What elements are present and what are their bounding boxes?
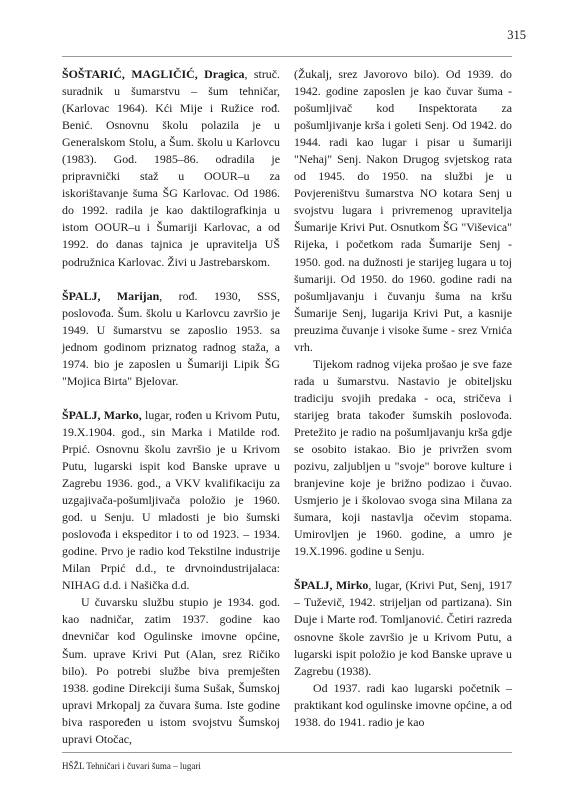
entry-paragraph: Tijekom radnog vijeka prošao je sve faze rada u šumarstvu. Nastavio je obiteljsku tradiciju svojih predaka - oca, stričeva i starijeg brata također šumskih poslovođa. Pretežito je radio na pošumljavanju krša gdje se osobito istakao. Bio je privržen svom pozivu, zaljubljen u "svoje" borove kulture i branjevine koje je brižno podizao i čuvao. Usmjerio je i školovao svoga sina Milana za šumara, koji nastavlja očevim stopama. Umirovljen je 1960. godine, a umro je 19.X.1996. godine u Senju. [294, 356, 512, 559]
entry-spalj-mirko [294, 577, 512, 679]
right-column [294, 66, 512, 731]
entry-spalj-marko [62, 407, 280, 595]
entry-paragraph: U čuvarsku službu stupio je 1934. god. kao nadničar, zatim 1937. godine kao dnevničar kod Ogulinske imovne općine, Šum. uprave Krivi Put (Alan, srez Ričiko bilo). Po potrebi službe biva premješten 1938. godine Direkciji šuma Sušak, Šumskoj upravi Mrkopalj za čuvara šuma. Iste godine biva raspoređen u istom svojstvu Šumskoj upravi Otočac, [62, 595, 280, 746]
entry-text: , struč. suradnik u šumarstvu – šum tehničar, (Karlovac 1964). Kći Mije i Ružice rođ. Benić. Osnovnu školu polazila je u Generalskom Stolu, a Šum. školu u Karlovcu (1983). God. 1985–86. odradila je pripravnički staž u OOUR–u za iskorištavanje šuma ŠG Karlovac. Od 1986. do 1992. radila je kao daktilografkinja u istom OOUR–u i Šumariji Karlovac, a od 1992. do danas tajnica je upravitelja UŠ podružnica Karlovac. Živi u Jastrebarskom. [62, 67, 280, 269]
entry-sostaric [62, 66, 280, 271]
entry-name: ŠPALJ, Marijan [62, 288, 160, 303]
entry-text: lugar, rođen u Krivom Putu, 19.X.1904. god., sin Marka i Matilde rođ. Prpić. Osnovnu školu završio je u Krivom Putu, lugarski ispit kod Banske uprave u Zagrebu 1936. god., a VKV kvalifikaciju za uzgajivača-pošumljivača položio je 1960. god. u Senju. U mladosti je bio šumski poslovođa i ekspeditor i to od 1923. – 1934. godine. Prvo je radio kod Tekstilne industrije Milan Prpić d.d., te drvnoindustrijalaca: NIHAG d.d. i Našička d.d. [62, 407, 280, 593]
entry-continuation: (Žukalj, srez Javorovo bilo). Od 1939. do 1942. godine zaposlen je kao čuvar šuma - pošumljivač kod Inspektorata za pošumljivanje krša i goleti Senj. Od 1942. do 1944. radi kao lugar i pisar u šumariji "Nehaj" Senj. Nakon Drugog svjetskog rata od 1945. do 1950. na službi je u Povjereništvu šumarstva NO kotara Senj u svojstvu lugara i privremenog upravitelja Šumarije Krivi Put. Osnutkom ŠG "Viševica" Rijeka, i početkom rada Šumarije Senj - 1950. god. na dužnosti je starijeg lugara u toj šumariji. Od 1950. do 1960. godine radi na pošumljavanju i čuvanju šuma na kršu Šumarije Senj, lugarija Krivi Put, a kasnije preuzima čuvanje i visoke šume - srez Vrnića vrh. [294, 67, 512, 354]
page-number: 315 [507, 28, 526, 42]
entry-text: , lugar, (Krivi Put, Senj, 1917 – Tuževič, 1942. strijeljan od partizana). Sin Duje i Marte rođ. Tomljanović. Četiri razreda osnovne škole završio je u Krivom Putu, a lugarski ispit položio je kod Banske uprave u Zagrebu (1938). [294, 578, 513, 678]
left-column [62, 66, 280, 748]
top-rule [62, 56, 512, 57]
bottom-rule [62, 752, 512, 753]
entry-name: ŠPALJ, Marko, [62, 407, 142, 422]
entry-name: ŠPALJ, Mirko [294, 578, 369, 593]
footer-text: HŠŽL Tehničari i čuvari šuma – lugari [62, 761, 201, 771]
entry-text: , rođ. 1930, SSS, poslovođa. Šum. školu u Karlovcu završio je 1949. U šumarstvu se zaposlio 1953. sa jednom godinom priznatog radnog staža, a 1974. bio je zaposlen u Šumariji Lipik ŠG "Mojica Birta" Bjelovar. [62, 288, 281, 388]
entry-paragraph: Od 1937. radi kao lugarski početnik – praktikant kod ogulinske imovne općine, a od 1938. do 1941. radio je kao [294, 680, 512, 729]
entry-spalj-marijan [62, 288, 280, 390]
entry-name: ŠOŠTARIĆ, MAGLIČIĆ, Dragica [62, 67, 245, 81]
